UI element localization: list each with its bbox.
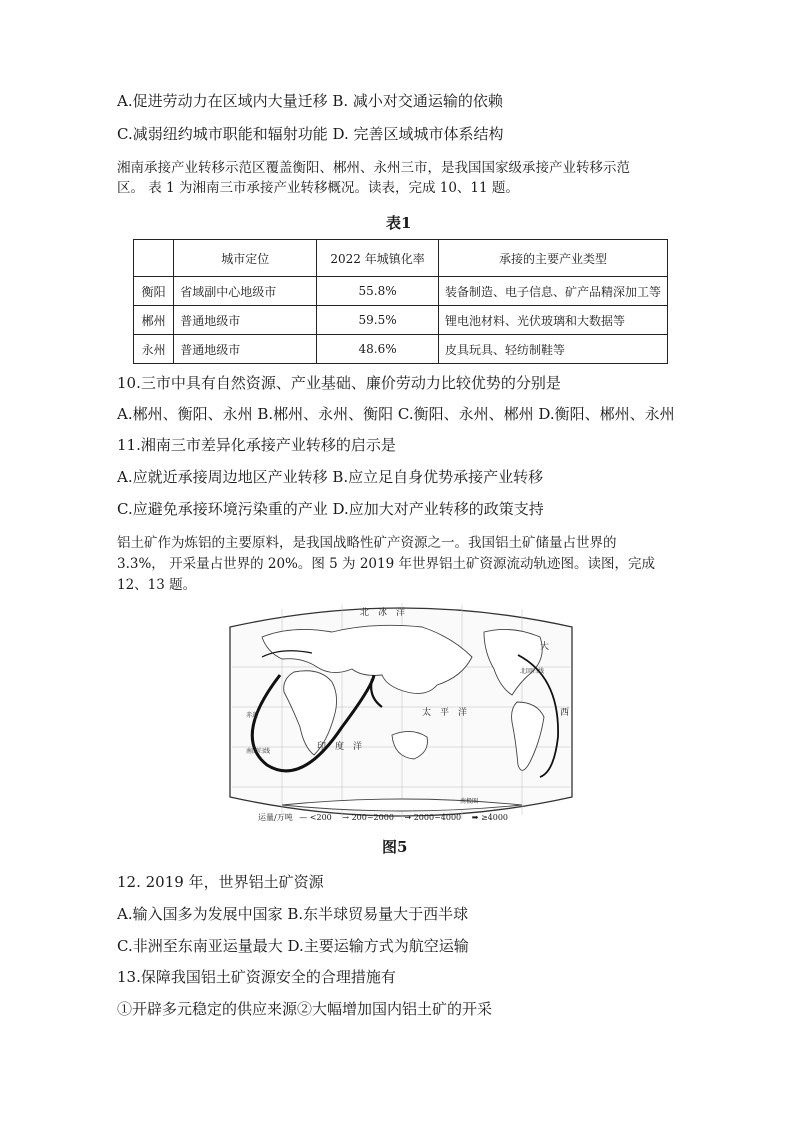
legend-item-2: → 200~2000 <box>342 813 394 822</box>
table-cell-rate: 48.6% <box>317 335 439 364</box>
table-header-blank <box>134 240 174 277</box>
table-header-position: 城市定位 <box>174 240 317 277</box>
table-cell-city: 衡阳 <box>134 277 174 306</box>
map-svg <box>222 597 580 829</box>
table-cell-city: 永州 <box>134 335 174 364</box>
q12-options-line-2: C.非洲至东南亚运量最大 D.主要运输方式为航空运输 <box>117 937 469 955</box>
q11-stem: 11.湘南三市差异化承接产业转移的启示是 <box>117 436 396 454</box>
table-row <box>134 277 668 306</box>
table-cell-rate: 59.5% <box>317 306 439 335</box>
table-header-industry: 承接的主要产业类型 <box>438 240 667 277</box>
label-tropic-capricorn: 南回归线 <box>246 748 271 755</box>
q10-options: A.郴州、衡阳、永州 B.郴州、永州、衡阳 C.衡阳、永州、郴州 D.衡阳、郴州、永州 <box>117 405 675 423</box>
q9-options-line-2: C.减弱纽约城市职能和辐射功能 D. 完善区域城市体系结构 <box>117 125 504 143</box>
label-atlantic-xi: 西 <box>560 708 570 718</box>
legend-item-4: ➡ ≥4000 <box>471 813 508 822</box>
label-indian-ocean: 印 度 洋 <box>317 742 363 752</box>
table-cell-rate: 55.8% <box>317 277 439 306</box>
label-tropic-cancer: 北回归线 <box>520 668 545 675</box>
table-row <box>134 335 668 364</box>
table-cell-industry: 装备制造、电子信息、矿产品精深加工等 <box>438 277 667 306</box>
q10-stem: 10.三市中具有自然资源、产业基础、廉价劳动力比较优势的分别是 <box>117 374 561 392</box>
table-1 <box>133 239 668 364</box>
table-cell-industry: 皮具玩具、轻纺制鞋等 <box>438 335 667 364</box>
table-cell-position: 普通地级市 <box>174 306 317 335</box>
table-header-row <box>134 240 668 277</box>
label-equator: 赤道 <box>246 712 259 719</box>
table-header-rate: 2022 年城镇化率 <box>317 240 439 277</box>
q9-options-line-1: A.促进劳动力在区域内大量迁移 B. 减小对交通运输的依赖 <box>117 92 503 110</box>
world-bauxite-flow-map <box>222 597 580 829</box>
label-pacific-ocean: 太 平 洋 <box>422 708 468 718</box>
label-antarctic-circle: 南极圈 <box>460 798 479 805</box>
q13-stem: 13.保障我国铝土矿资源安全的合理措施有 <box>117 968 396 986</box>
intro2-line-3: 12、13 题。 <box>117 577 197 593</box>
table-cell-city: 郴州 <box>134 306 174 335</box>
table-row <box>134 306 668 335</box>
q13-options-line-1: ①开辟多元稳定的供应来源②大幅增加国内铝土矿的开采 <box>117 1000 493 1018</box>
figure-5-caption: 图5 <box>382 838 408 856</box>
intro2-line-2: 3.3%， 开采量占世界的 20%。图 5 为 2019 年世界铝土矿资源流动轨迹图。读图，完成 <box>117 556 655 572</box>
q12-stem: 12. 2019 年，世界铝土矿资源 <box>117 873 324 891</box>
intro1-line-2: 区。 表 1 为湘南三市承接产业转移概况。读表，完成 10、11 题。 <box>117 180 519 196</box>
q11-options-line-2: C.应避免承接环境污染重的产业 D.应加大对产业转移的政策支持 <box>117 500 544 518</box>
legend-item-1: — <200 <box>299 813 332 822</box>
q11-options-line-1: A.应就近承接周边地区产业转移 B.应立足自身优势承接产业转移 <box>117 468 544 486</box>
label-atlantic-da: 大 <box>540 642 550 652</box>
q12-options-line-1: A.输入国多为发展中国家 B.东半球贸易量大于西半球 <box>117 905 469 923</box>
legend-item-3: ➞ 2000~4000 <box>404 813 462 822</box>
intro1-line-1: 湘南承接产业转移示范区覆盖衡阳、郴州、永州三市，是我国国家级承接产业转移示范 <box>117 160 630 176</box>
intro2-line-1: 铝土矿作为炼铝的主要原料，是我国战略性矿产资源之一。我国铝土矿储量占世界的 <box>117 535 617 551</box>
table1-caption: 表1 <box>386 214 412 232</box>
table-cell-position: 省域副中心地级市 <box>174 277 317 306</box>
map-legend <box>258 812 516 823</box>
label-arctic-ocean: 北 冰 洋 <box>360 608 406 618</box>
table-cell-position: 普通地级市 <box>174 335 317 364</box>
legend-title: 运量/万吨 <box>258 813 293 822</box>
table-cell-industry: 锂电池材料、光伏玻璃和大数据等 <box>438 306 667 335</box>
